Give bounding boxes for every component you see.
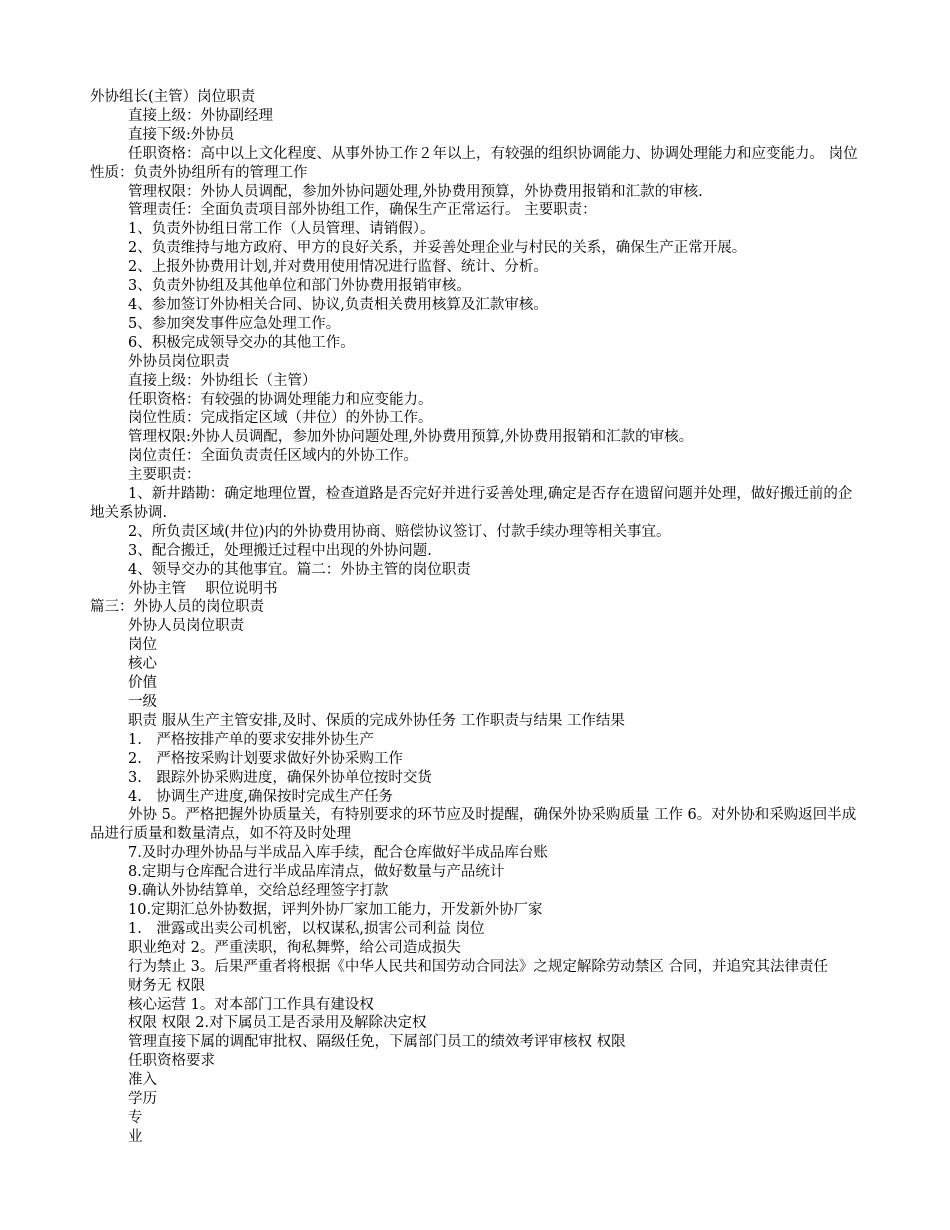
document-line: 外协组长(主管）岗位职责 bbox=[90, 89, 256, 105]
document-body bbox=[90, 88, 860, 1147]
document-line: 财务无 权限 bbox=[128, 977, 206, 994]
document-line: 管理权限：外协人员调配，参加外协问题处理,外协费用预算，外协费用报销和汇款的审核. bbox=[128, 183, 703, 200]
document-line: 3. 跟踪外协采购进度，确保外协单位按时交货 bbox=[128, 769, 432, 786]
document-line: 8.定期与仓库配合进行半成品库清点，做好数量与产品统计 bbox=[128, 864, 505, 881]
document-line: 2、负责维持与地方政府、甲方的良好关系，并妥善处理企业与村民的关系，确保生产正常开展。 bbox=[128, 240, 747, 257]
document-line: 外协主管 职位说明书 bbox=[128, 580, 278, 597]
document-line: 岗位性质：完成指定区域（井位）的外协工作。 bbox=[128, 410, 433, 427]
document-line: 2、所负责区域(井位)内的外协费用协商、赔偿协议签订、付款手续办理等相关事宜。 bbox=[128, 523, 671, 540]
document-line: 3、配合搬迁，处理搬迁过程中出现的外协问题. bbox=[128, 542, 432, 559]
document-line: 1. 严格按排产单的要求安排外协生产 bbox=[128, 731, 374, 748]
document-line: 直接上级：外协副经理 bbox=[128, 107, 273, 124]
document-line: 2、上报外协费用计划,并对费用使用情况进行监督、统计、分析。 bbox=[128, 259, 548, 276]
document-line: 直接上级：外协组长（主管） bbox=[128, 372, 317, 389]
document-line: 任职资格：有较强的协调处理能力和应变能力。 bbox=[128, 391, 433, 408]
document-line: 核心 bbox=[128, 656, 157, 673]
document-line: 1、新井踏勘：确定地理位置，检查道路是否完好并进行妥善处理,确定是否存在遗留问题并处理，做好搬迁前的企地关系协调. bbox=[90, 486, 853, 521]
document-line: 岗位责任：全面负责责任区域内的外协工作。 bbox=[128, 448, 418, 465]
document-line: 行为禁止 3。后果严重者将根据《中华人民共和国劳动合同法》之规定解除劳动禁区 合同，并追究其法律责任 bbox=[128, 958, 828, 975]
document-line: 外协 5。严格把握外协质量关，有特别要求的环节应及时提醒，确保外协采购质量 工作 6。对外协和采购返回半成品进行质量和数量清点，如不符及时处理 bbox=[90, 807, 857, 843]
document-line: 准入 bbox=[128, 1072, 157, 1089]
document-line: 管理直接下属的调配审批权、隔级任免，下属部门员工的绩效考评审核权 权限 bbox=[128, 1034, 626, 1051]
document-line: 专 bbox=[128, 1109, 143, 1126]
document-line: 5、参加突发事件应急处理工作。 bbox=[128, 315, 341, 332]
document-line: 10.定期汇总外协数据，评判外协厂家加工能力，开发新外协厂家 bbox=[128, 901, 543, 918]
document-line: 4、领导交办的其他事宜。篇二：外协主管的岗位职责 bbox=[128, 561, 471, 578]
document-line: 核心运营 1。对本部门工作具有建设权 bbox=[128, 996, 374, 1013]
document-line: 任职资格要求 bbox=[128, 1053, 215, 1070]
document-line: 岗位 bbox=[128, 637, 157, 654]
document-line: 业 bbox=[128, 1128, 143, 1145]
document-line: 价值 bbox=[128, 675, 157, 692]
document-line: 一级 bbox=[128, 694, 157, 710]
document-line: 管理责任：全面负责项目部外协组工作，确保生产正常运行。 主要职责： bbox=[128, 202, 597, 219]
document-line: 任职资格：高中以上文化程度、从事外协工作２年以上，有较强的组织协调能力、协调处理能力和应变能力。 岗位性质：负责外协组所有的管理工作 bbox=[90, 145, 858, 181]
document-line: 9.确认外协结算单，交给总经理签字打款 bbox=[128, 883, 389, 900]
document-line: 外协员岗位职责 bbox=[128, 353, 230, 370]
document-line: 篇三：外协人员的岗位职责 bbox=[90, 599, 264, 616]
document-line: 1、负责外协组日常工作（人员管理、请销假）。 bbox=[128, 221, 435, 238]
document-line: 3、负责外协组及其他单位和部门外协费用报销审核。 bbox=[128, 278, 471, 295]
document-line: 职业绝对 2。严重渎职，徇私舞弊，给公司造成损失 bbox=[128, 939, 461, 956]
document-line: 1. 泄露或出卖公司机密，以权谋私,损害公司利益 岗位 bbox=[128, 920, 485, 937]
document-line: 主要职责： bbox=[128, 467, 201, 484]
document-line: 学历 bbox=[128, 1091, 157, 1108]
document-line: 外协人员岗位职责 bbox=[128, 618, 244, 635]
document-line: 职责 服从生产主管安排,及时、保质的完成外协任务 工作职责与结果 工作结果 bbox=[128, 712, 625, 729]
document-line: 权限 权限 2.对下属员工是否录用及解除决定权 bbox=[128, 1015, 427, 1032]
document-line: 6、积极完成领导交办的其他工作。 bbox=[128, 334, 355, 351]
document-line: 7.及时办理外协品与半成品入库手续，配合仓库做好半成品库台账 bbox=[128, 845, 548, 862]
document-line: 4. 协调生产进度,确保按时完成生产任务 bbox=[128, 788, 393, 805]
document-line: 2. 严格按采购计划要求做好外协采购工作 bbox=[128, 750, 403, 767]
document-line: 4、参加签订外协相关合同、协议,负责相关费用核算及汇款审核。 bbox=[128, 296, 548, 313]
document-line: 直接下级:外协员 bbox=[128, 126, 235, 143]
document-line: 管理权限:外协人员调配，参加外协问题处理,外协费用预算,外协费用报销和汇款的审核。 bbox=[128, 429, 694, 446]
